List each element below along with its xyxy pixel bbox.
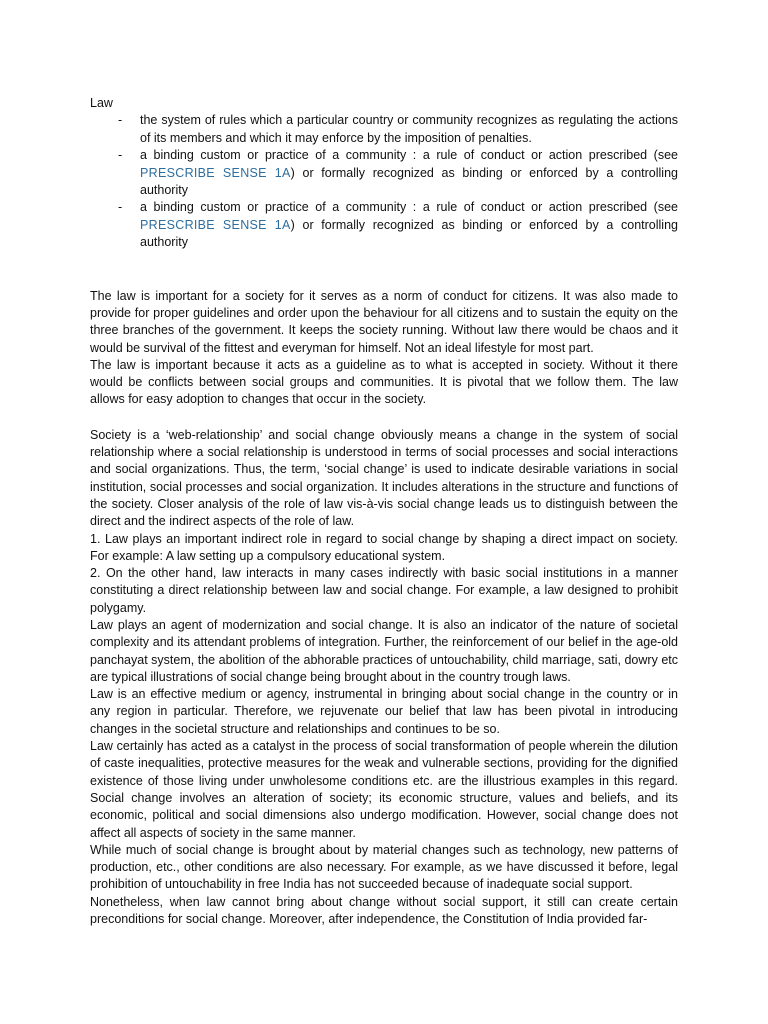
paragraph: Nonetheless, when law cannot bring about change without social support, it still can create certain preconditions for social change. Moreover, after independence, the Constitution of India provided far- [90, 894, 678, 927]
spacer [90, 409, 678, 427]
definition-text-start: a binding custom or practice of a community : a rule of conduct or action prescribed (see [140, 148, 678, 163]
prescribe-sense-link[interactable]: PRESCRIBE SENSE 1A [140, 165, 291, 180]
social-change-section [90, 427, 678, 929]
paragraph: While much of social change is brought about by material changes such as technology, new patterns of production, etc., other conditions are also necessary. For example, as we have discussed it before, legal prohibition of untouchability in free India has not succeeded because of inadequate social support. [90, 842, 678, 892]
list-dash: - [118, 200, 123, 215]
definition-text-end: ) or formally recognized as binding or enforced by a controlling authority [140, 217, 678, 250]
paragraph: Society is a ‘web-relationship’ and social change obviously means a change in the system of social relationship where a social relationship is understood in terms of social processes and social interactions and social organizations. Thus, the term, ‘social change’ is used to indicate desirable variations in social institution, social processes and social organization. It includes alterations in the structure and functions of the society. Closer analysis of the role of law vis-à-vis social change leads us to distinguish between the direct and the indirect aspects of the role of law. [90, 427, 678, 529]
definition-text: the system of rules which a particular country or community recognizes as regulating the actions of its members and which it may enforce by the imposition of penalties. [140, 113, 678, 145]
definition-text-start: a binding custom or practice of a community : a rule of conduct or action prescribed (see [140, 200, 678, 215]
list-dash: - [118, 148, 123, 163]
definition-list [90, 112, 678, 251]
paragraph: Law certainly has acted as a catalyst in the process of social transformation of people wherein the dilution of caste inequalities, protective measures for the weak and vulnerable sections, providing for the dignified existence of those living under unwholesome conditions etc. are the illustrious examples in this regard. Social change involves an alteration of society; its economic structure, values and beliefs, and its economic, political and social dimensions also undergo modification. However, social change does not affect all aspects of society in the same manner. [90, 739, 678, 840]
paragraph: 2. On the other hand, law interacts in many cases indirectly with basic social institutions in a manner constituting a direct relationship between law and social change. For example, a law designed to prohibit polygamy. [90, 566, 678, 615]
list-dash: - [118, 113, 123, 128]
spacer [90, 252, 678, 288]
paragraph: The law is important for a society for it serves as a norm of conduct for citizens. It was also made to provide for proper guidelines and order upon the behaviour for all citizens and to sustain the equity on the three branches of the government. It keeps the society running. Without law there would be chaos and it would be survival of the fittest and everyman for himself. Not an ideal lifestyle for most part. [90, 288, 678, 355]
definition-item [90, 147, 678, 199]
definition-text-end: ) or formally recognized as binding or enforced by a controlling authority [140, 165, 678, 198]
document-heading: Law [90, 96, 113, 110]
paragraph: 1. Law plays an important indirect role in regard to social change by shaping a direct impact on society. For example: A law setting up a compulsory educational system. [90, 531, 678, 563]
definition-item [90, 199, 678, 251]
importance-section [90, 288, 678, 409]
prescribe-sense-link[interactable]: PRESCRIBE SENSE 1A [140, 217, 291, 232]
paragraph: Law is an effective medium or agency, instrumental in bringing about social change in the country or in any region in particular. Therefore, we rejuvenate our belief that law has been pivotal in introducing changes in the societal structure and relationships and continues to be so. [90, 687, 678, 736]
definition-item [90, 112, 678, 147]
paragraph: Law plays an agent of modernization and social change. It is also an indicator of the nature of societal complexity and its attendant problems of integration. Further, the reinforcement of our belief in the age-old panchayat system, the abolition of the abhorable practices of untouchability, child marriage, sati, dowry etc are typical illustrations of social change being brought about in the country trough laws. [90, 618, 678, 684]
paragraph: The law is important because it acts as a guideline as to what is accepted in society. Without it there would be conflicts between social groups and communities. It is pivotal that we follow them. The law allows for easy adoption to changes that occur in the society. [90, 357, 678, 407]
